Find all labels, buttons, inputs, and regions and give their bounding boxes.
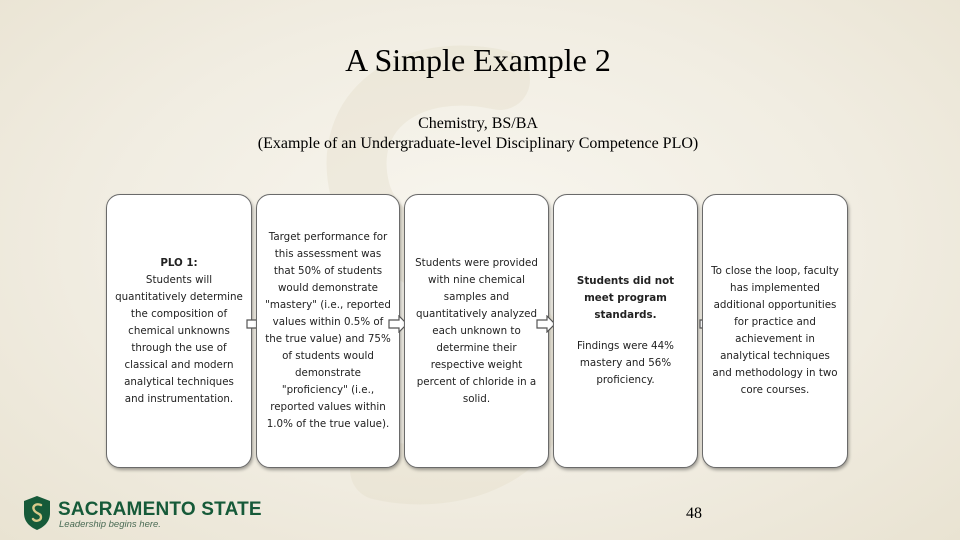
card-body: Students were provided with nine chemical samples and quantitatively analyzed each unknown to determine their respective weight percent of chloride in a solid. xyxy=(415,256,538,405)
page-number: 48 xyxy=(686,505,702,522)
slide-subtitle xyxy=(0,114,956,154)
card-body: Students will quantitatively determine the composition of chemical unknowns through the use of classical and modern analytical techniques and instrumentation. xyxy=(115,273,243,405)
logo-name: SACRAMENTO STATE xyxy=(58,499,262,520)
logo-tagline: Leadership begins here. xyxy=(59,519,161,530)
card-body: Findings were 44% mastery and 56% proficiency. xyxy=(577,340,674,386)
subtitle-line-1: Chemistry, BS/BA xyxy=(418,115,538,132)
card-heading: PLO 1: xyxy=(160,256,198,269)
flow-card-target xyxy=(256,194,400,468)
card-heading: Students did not meet program standards. xyxy=(576,275,675,321)
sacramento-state-emblem-icon xyxy=(22,495,52,531)
flow-card-close-loop xyxy=(702,194,848,468)
slide-title: A Simple Example 2 xyxy=(345,42,611,78)
card-body: Target performance for this assessment was that 50% of students would demonstrate "mastery" (i.e., reported values within 0.5% of the true value) and 75% of students would demonstrate "proficiency" (i.e., reported values within 1.0% of the true value). xyxy=(265,231,391,430)
subtitle-line-2: (Example of an Undergraduate-level Disciplinary Competence PLO) xyxy=(257,135,699,152)
card-body: To close the loop, faculty has implemented additional opportunities for practice and achievement in analytical techniques and methodology in two core courses. xyxy=(711,265,839,396)
flow-card-method xyxy=(404,194,549,468)
flow-card-findings xyxy=(553,194,698,468)
flow-card-plo xyxy=(106,194,252,468)
